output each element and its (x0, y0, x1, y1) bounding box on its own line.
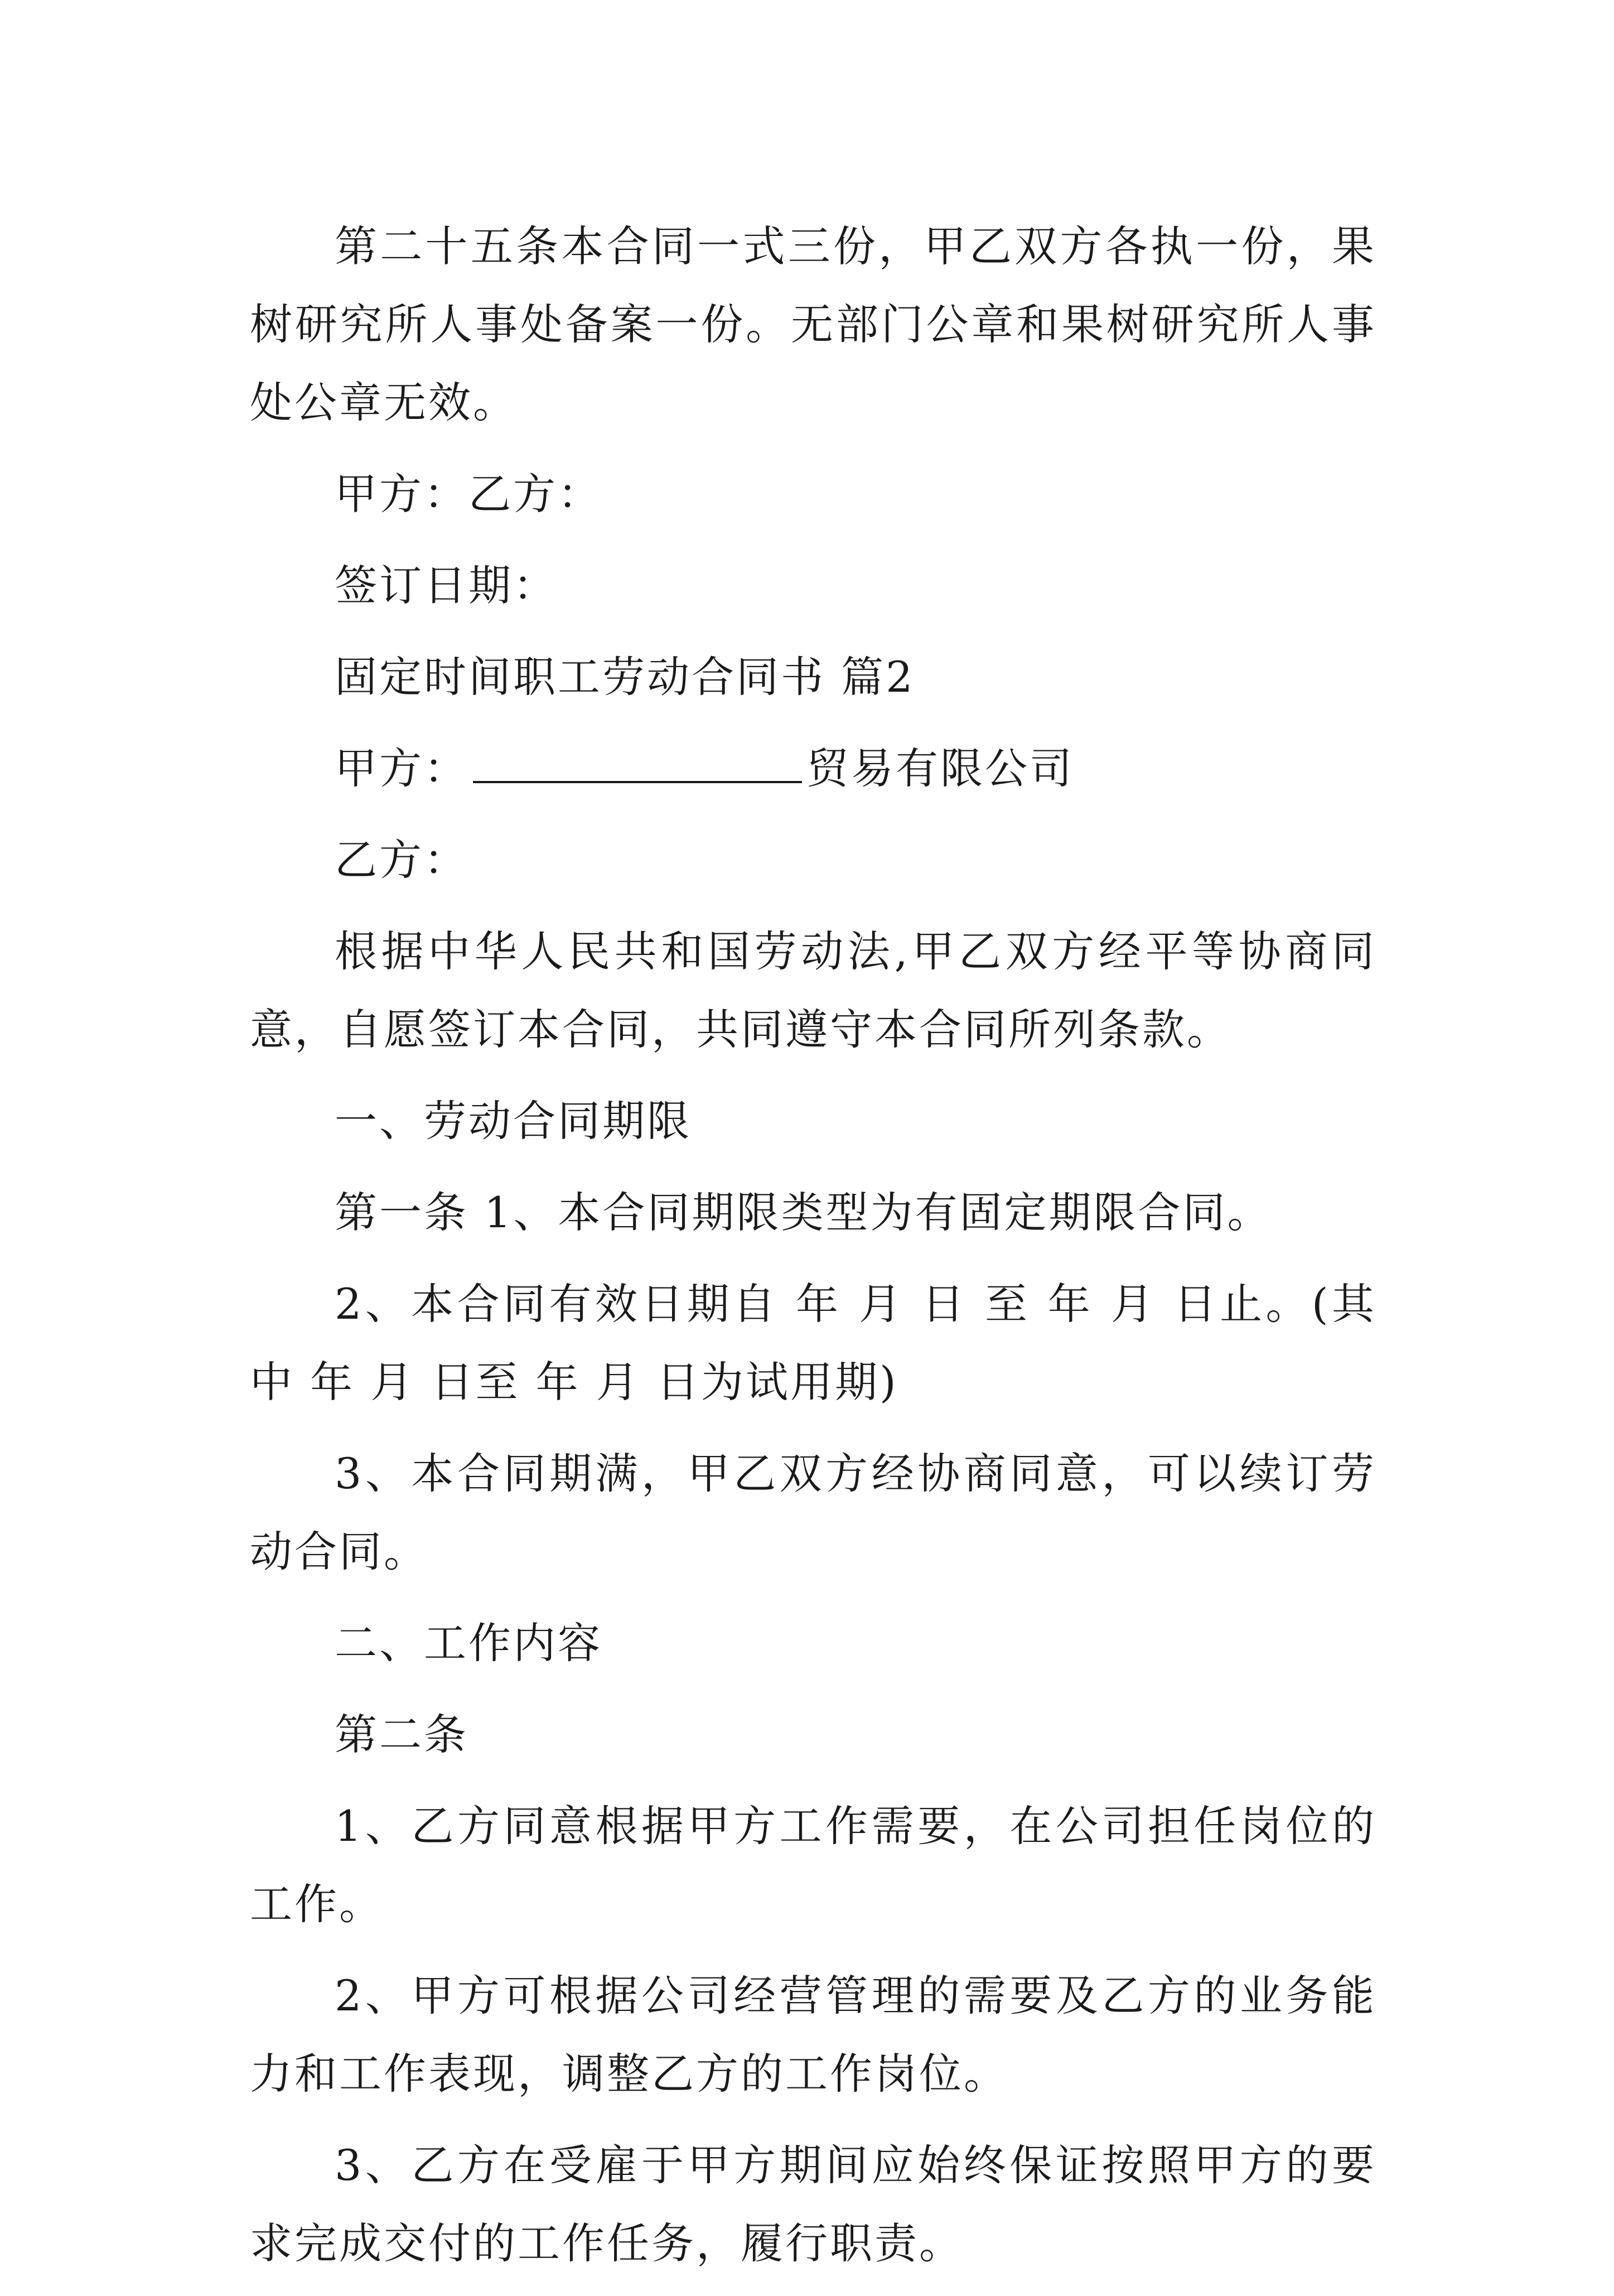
party-a-blank (473, 742, 802, 783)
document-page (250, 208, 1376, 2296)
article-2-item-3: 3、乙方在受雇于甲方期间应始终保证按照甲方的要求完成交付的工作任务，履行职责。 (250, 2140, 1376, 2268)
article-1-item-2: 2、本合同有效日期自 年 月 日 至 年 月 日止。(其中 年 月 日至 年 月 日为试用期) (250, 1279, 1376, 1407)
party-a-label: 甲方： (335, 744, 468, 793)
section-title: 固定时间职工劳动合同书 篇2 (335, 652, 915, 702)
article-1-item-3: 3、本合同期满，甲乙双方经协商同意，可以续订劳动合同。 (250, 1449, 1376, 1576)
party-a-line (250, 730, 1376, 808)
clause-25-paragraph: 第二十五条本合同一式三份，甲乙双方各执一份，果树研究所人事处备案一份。无部门公章和果树研究所人事处公章无效。 (250, 221, 1376, 427)
signature-parties-line: 甲方：乙方： (335, 469, 602, 519)
signing-date-line: 签订日期： (335, 561, 558, 610)
party-a-company: 贸易有限公司 (806, 744, 1074, 793)
article-2-item-1: 1、乙方同意根据甲方工作需要，在公司担任岗位的工作。 (250, 1801, 1376, 1929)
article-2-item-2: 2、甲方可根据公司经营管理的需要及乙方的业务能力和工作表现，调整乙方的工作岗位。 (250, 1971, 1376, 2099)
heading-work-content: 二、工作内容 (335, 1618, 602, 1668)
heading-contract-term: 一、劳动合同期限 (335, 1096, 692, 1146)
party-b-line: 乙方： (335, 835, 468, 885)
article-2-title: 第二条 (335, 1710, 468, 1759)
preamble-paragraph: 根据中华人民共和国劳动法,甲乙双方经平等协商同意，自愿签订本合同，共同遵守本合同所列条款。 (250, 927, 1376, 1054)
article-1-item-1: 第一条 1、本合同期限类型为有固定期限合同。 (335, 1188, 1272, 1237)
